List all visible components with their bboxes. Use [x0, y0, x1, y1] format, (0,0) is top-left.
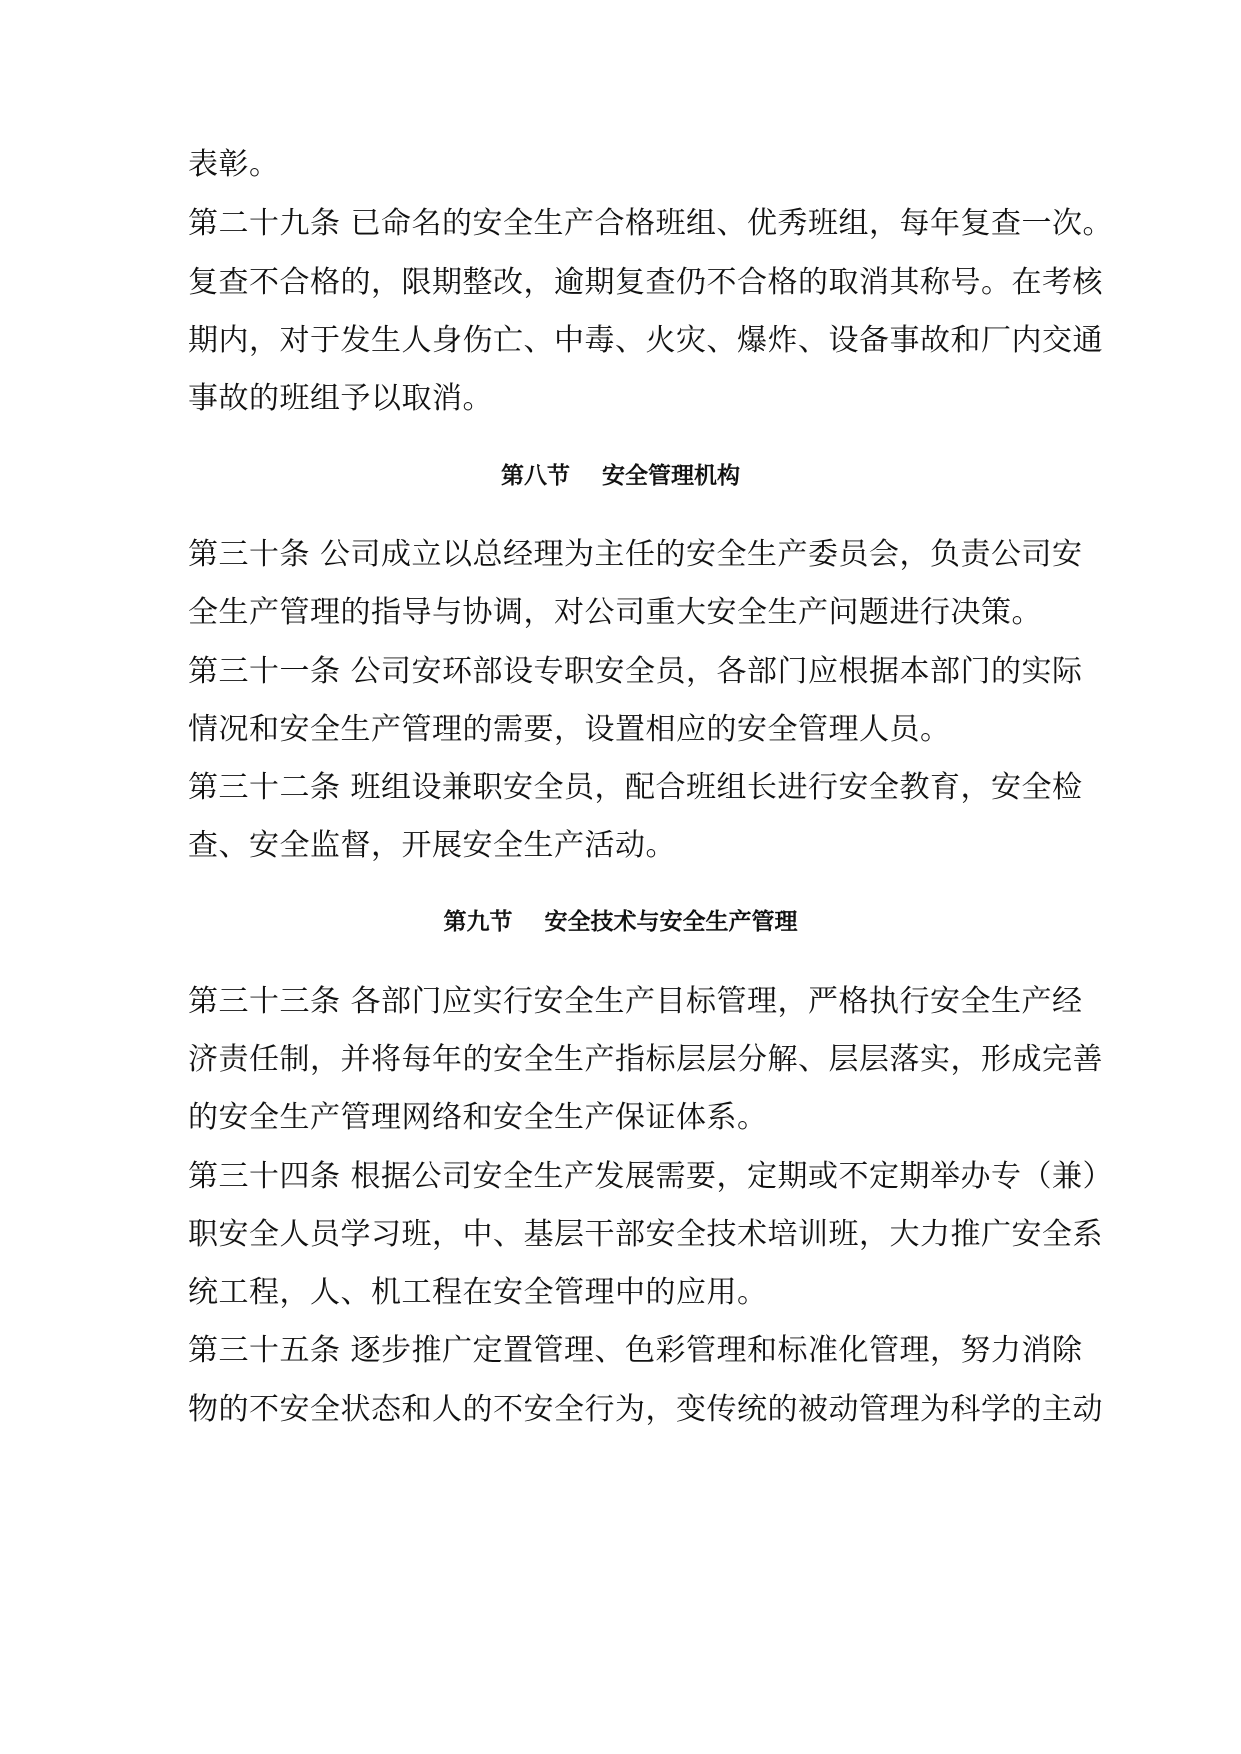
paragraph-line: 情况和安全生产管理的需要，设置相应的安全管理人员。 — [188, 712, 951, 747]
paragraph-line: 第二十九条 已命名的安全生产合格班组、优秀班组，每年复查一次。 — [188, 206, 1114, 241]
paragraph-line: 第三十三条 各部门应实行安全生产目标管理，严格执行安全生产经 — [188, 984, 1083, 1019]
section-heading: 第八节 安全管理机构 — [500, 463, 741, 489]
paragraph-line: 的安全生产管理网络和安全生产保证体系。 — [188, 1100, 768, 1135]
paragraph-line: 查、安全监督，开展安全生产活动。 — [188, 828, 676, 863]
paragraph-line: 济责任制，并将每年的安全生产指标层层分解、层层落实，形成完善 — [188, 1042, 1103, 1077]
paragraph-line: 复查不合格的，限期整改，逾期复查仍不合格的取消其称号。在考核 — [188, 265, 1103, 300]
paragraph-line: 表彰。 — [188, 147, 280, 182]
paragraph-line: 职安全人员学习班，中、基层干部安全技术培训班，大力推广安全系 — [188, 1217, 1103, 1252]
paragraph-line: 全生产管理的指导与协调，对公司重大安全生产问题进行决策。 — [188, 595, 1042, 630]
paragraph-line: 统工程，人、机工程在安全管理中的应用。 — [188, 1275, 768, 1310]
paragraph-line: 第三十一条 公司安环部设专职安全员，各部门应根据本部门的实际 — [188, 654, 1083, 689]
paragraph-line: 事故的班组予以取消。 — [188, 381, 493, 416]
paragraph-line: 第三十四条 根据公司安全生产发展需要，定期或不定期举办专（兼） — [188, 1159, 1114, 1194]
paragraph-line: 期内，对于发生人身伤亡、中毒、火灾、爆炸、设备事故和厂内交通 — [188, 323, 1103, 358]
paragraph-line: 物的不安全状态和人的不安全行为，变传统的被动管理为科学的主动 — [188, 1392, 1103, 1427]
paragraph-line: 第三十条 公司成立以总经理为主任的安全生产委员会，负责公司安 — [188, 537, 1083, 572]
paragraph-line: 第三十二条 班组设兼职安全员，配合班组长进行安全教育，安全检 — [188, 770, 1083, 805]
section-heading: 第九节 安全技术与安全生产管理 — [443, 909, 798, 935]
paragraph-line: 第三十五条 逐步推广定置管理、色彩管理和标准化管理，努力消除 — [188, 1333, 1083, 1368]
